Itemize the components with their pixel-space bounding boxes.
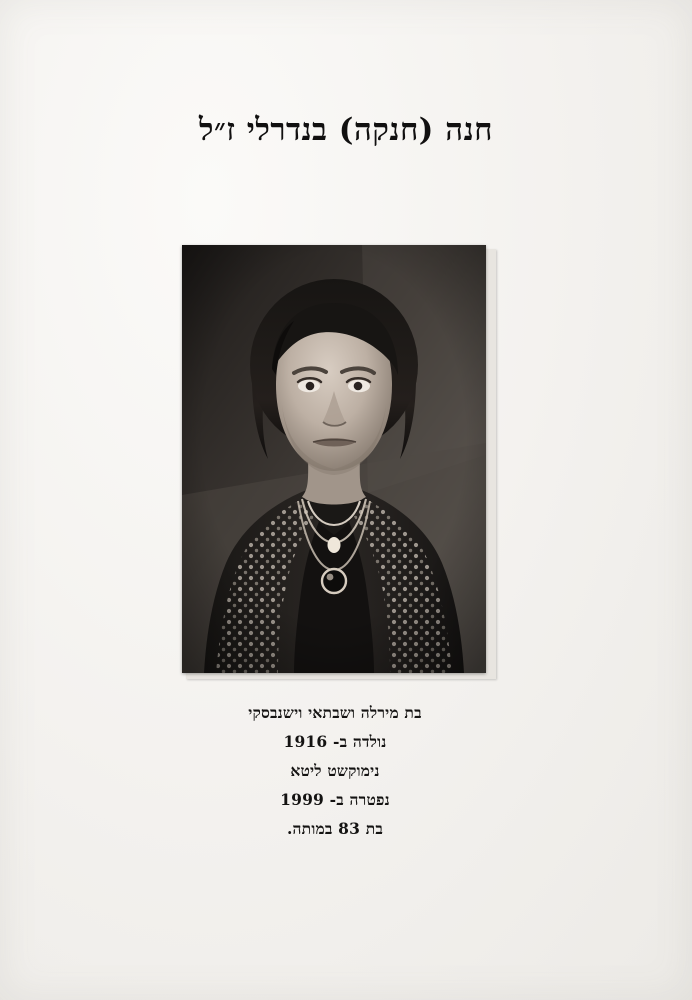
caption-line: נימוקשט ליטא bbox=[290, 761, 380, 780]
caption-line: בת מירלה ושבתאי וישנבסקי bbox=[248, 703, 422, 722]
portrait-photo bbox=[182, 245, 486, 673]
caption-line: נולדה ב- 1916 bbox=[283, 732, 387, 751]
page-title: חנה (חנקה) בנדרלי ז״ל bbox=[198, 112, 494, 148]
portrait-figure bbox=[182, 245, 492, 679]
caption-line: בת 83 במותה. bbox=[286, 819, 384, 838]
caption-line: נפטרה ב- 1999 bbox=[280, 790, 390, 809]
caption-block bbox=[0, 698, 692, 843]
